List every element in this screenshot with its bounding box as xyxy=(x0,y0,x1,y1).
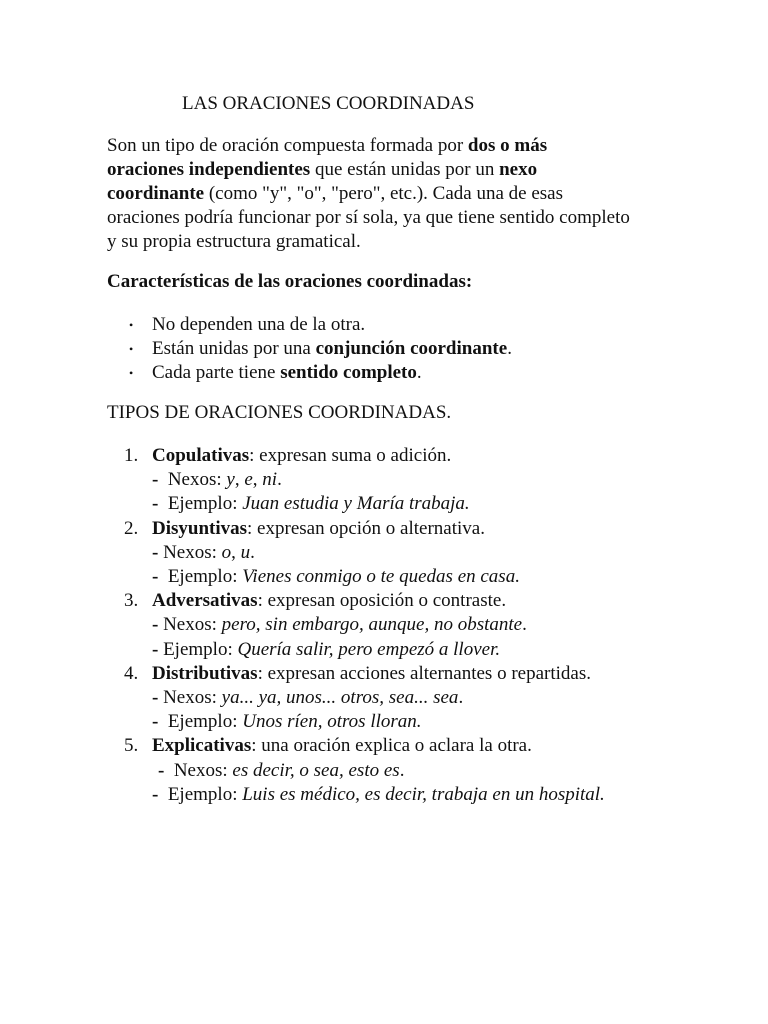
type-item-distributivas xyxy=(124,662,605,686)
intro-bold-text: oraciones independientes xyxy=(107,159,311,180)
characteristics-heading: Características de las oraciones coordinadas: xyxy=(107,271,473,292)
dash-icon: - xyxy=(152,783,159,805)
type-name: Disyuntivas xyxy=(152,517,248,539)
type-description: : expresan suma o adición. xyxy=(249,445,452,466)
list-item-text: . xyxy=(507,338,512,359)
nexos-value: ya... ya, unos... otros, sea... sea xyxy=(221,687,459,709)
dash-icon: - xyxy=(152,638,159,660)
nexos-value: o xyxy=(221,541,232,563)
list-item-text: Cada parte tiene xyxy=(152,362,281,383)
type-name: Distributivas xyxy=(152,662,258,684)
punctuation: . xyxy=(522,614,527,636)
types-heading: TIPOS DE ORACIONES COORDINADAS. xyxy=(107,402,452,423)
nexos-value: e xyxy=(244,469,253,491)
dash-icon: - xyxy=(152,566,159,588)
list-item xyxy=(126,361,512,385)
punctuation: . xyxy=(250,541,255,563)
example-label: Ejemplo: xyxy=(167,783,243,805)
dash-icon: - xyxy=(152,493,159,515)
type-example-line xyxy=(124,783,605,807)
nexos-value: ni xyxy=(262,469,278,491)
list-item xyxy=(126,313,512,337)
example-label: Ejemplo: xyxy=(167,711,243,733)
punctuation: . xyxy=(399,759,405,781)
type-number: 1. xyxy=(124,445,139,466)
punctuation: . xyxy=(458,687,464,709)
nexos-value: y xyxy=(226,469,235,491)
dash-icon: - xyxy=(152,541,159,563)
intro-bold-text: nexo xyxy=(499,159,538,180)
intro-line xyxy=(107,206,677,230)
example-label: Ejemplo: xyxy=(167,493,243,515)
bullet-icon: • xyxy=(129,366,134,380)
intro-line xyxy=(107,230,677,254)
dash-icon: - xyxy=(152,687,159,709)
dash-icon: - xyxy=(152,469,159,491)
type-example-line xyxy=(124,565,605,589)
type-nexos-line xyxy=(124,759,605,783)
example-text: Unos ríen, otros lloran. xyxy=(242,711,422,733)
type-nexos-line xyxy=(124,613,605,637)
nexos-label: Nexos: xyxy=(167,469,227,491)
nexos-label: Nexos: xyxy=(163,614,222,636)
dash-icon: - xyxy=(152,711,159,733)
intro-text: que están unidas por un xyxy=(310,159,500,180)
bullet-icon: • xyxy=(129,342,134,356)
bullet-icon: • xyxy=(129,318,134,332)
type-name: Copulativas xyxy=(152,445,250,466)
type-number: 5. xyxy=(124,735,139,757)
dash-icon: - xyxy=(158,759,165,781)
punctuation: . xyxy=(277,469,282,491)
nexos-value: es decir, o sea, esto es xyxy=(232,759,400,781)
intro-text: y su propia estructura gramatical. xyxy=(107,231,361,252)
type-description: : expresan acciones alternantes o repartidas. xyxy=(257,662,591,684)
intro-text: Son un tipo de oración compuesta formada por xyxy=(107,135,468,156)
list-item xyxy=(126,337,512,361)
intro-line xyxy=(107,182,677,206)
example-text: Juan estudia y María trabaja. xyxy=(242,493,470,515)
type-description: : expresan opción o alternativa. xyxy=(247,517,485,539)
list-item-bold-text: sentido completo xyxy=(280,362,417,383)
type-nexos-line xyxy=(124,468,605,492)
separator: , xyxy=(231,541,241,563)
example-text: Quería salir, pero empezó a llover. xyxy=(237,638,501,660)
intro-bold-text: dos o más xyxy=(467,135,548,156)
list-item-text: Están unidas por una xyxy=(152,338,316,359)
document-title: LAS ORACIONES COORDINADAS xyxy=(182,93,475,114)
type-item-disyuntivas xyxy=(124,517,605,541)
nexos-label: Nexos: xyxy=(173,759,233,781)
example-label: Ejemplo: xyxy=(167,566,243,588)
type-item-adversativas xyxy=(124,589,605,613)
separator: , xyxy=(252,469,263,491)
type-number: 2. xyxy=(124,517,139,539)
type-item-explicativas xyxy=(124,734,605,758)
type-number: 3. xyxy=(124,590,139,612)
example-text: Luis es médico, es decir, trabaja en un hospital. xyxy=(242,783,605,805)
types-list xyxy=(124,444,605,807)
nexos-label: Nexos: xyxy=(163,541,222,563)
type-example-line xyxy=(124,492,605,516)
example-label: Ejemplo: xyxy=(163,638,238,660)
type-description: : una oración explica o aclara la otra. xyxy=(251,735,532,757)
type-example-line xyxy=(124,638,605,662)
nexos-value: u xyxy=(240,541,251,563)
type-nexos-line xyxy=(124,541,605,565)
list-item-bold-text: conjunción coordinante xyxy=(315,338,508,359)
intro-bold-text: coordinante xyxy=(107,183,205,204)
characteristics-list xyxy=(126,313,512,385)
intro-paragraph xyxy=(107,134,677,254)
intro-text: oraciones podría funcionar por sí sola, ya que tiene sentido completo xyxy=(107,207,630,228)
type-name: Adversativas xyxy=(152,590,258,612)
type-name: Explicativas xyxy=(152,735,252,757)
intro-line xyxy=(107,134,677,158)
dash-icon: - xyxy=(152,614,159,636)
type-example-line xyxy=(124,710,605,734)
type-nexos-line xyxy=(124,686,605,710)
list-item-text: . xyxy=(416,362,422,383)
type-description: : expresan oposición o contraste. xyxy=(257,590,507,612)
nexos-value: pero, sin embargo, aunque, no obstante xyxy=(221,614,523,636)
type-number: 4. xyxy=(124,662,139,684)
separator: , xyxy=(234,469,245,491)
nexos-label: Nexos: xyxy=(163,687,222,709)
intro-text: (como "y", "o", "pero", etc.). Cada una de esas xyxy=(204,183,563,204)
type-item-copulativas xyxy=(124,444,605,468)
intro-line xyxy=(107,158,677,182)
example-text: Vienes conmigo o te quedas en casa. xyxy=(242,566,520,588)
list-item-text: No dependen una de la otra. xyxy=(152,314,366,335)
